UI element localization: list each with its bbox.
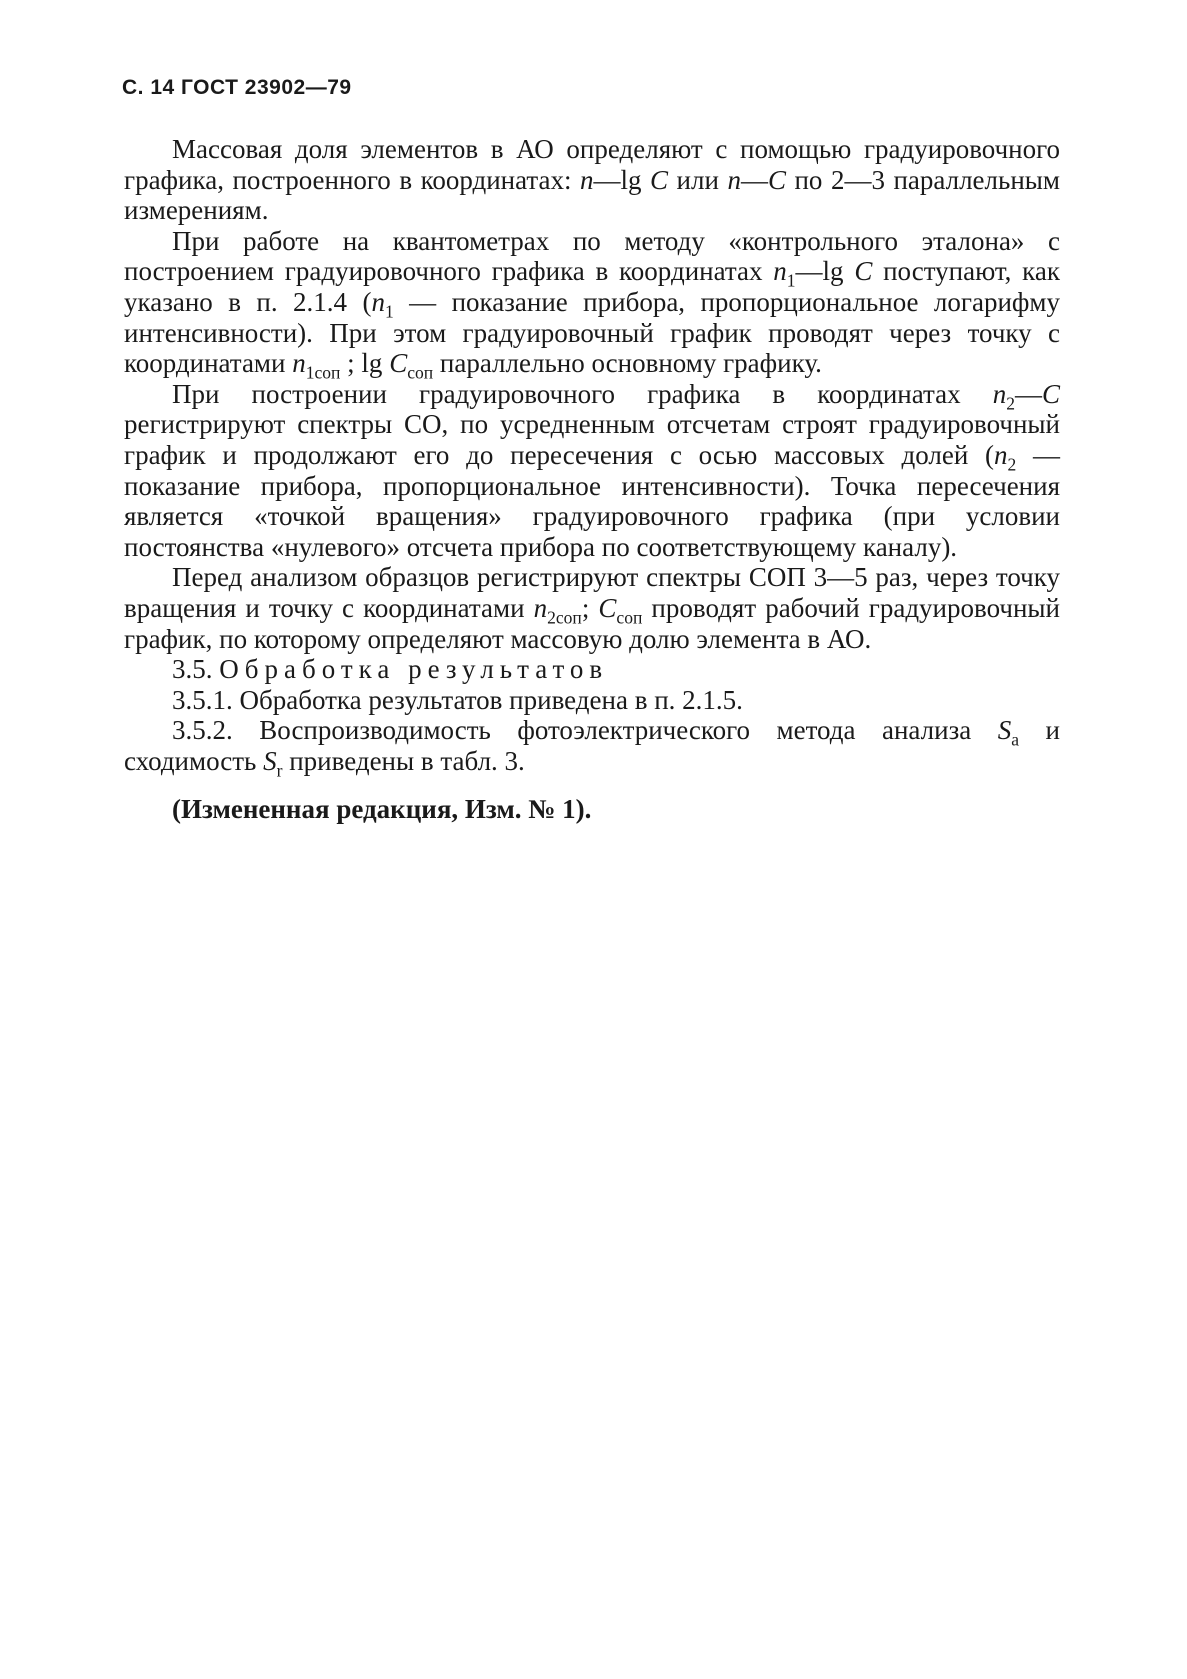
text-run: n (773, 256, 787, 287)
text-run: —lg (795, 256, 855, 287)
text-run: S (997, 715, 1012, 746)
text-run: a (1011, 729, 1020, 750)
text-run: ; (581, 592, 599, 623)
text-run: n (580, 164, 594, 195)
text-run: 2 (1007, 454, 1017, 475)
text-run: 3.5. (172, 654, 220, 685)
text-run: n (994, 439, 1008, 470)
page-header: С. 14 ГОСТ 23902—79 (122, 76, 352, 99)
text-run: по 2—3 параллельным измерениям. (124, 164, 1060, 226)
text-run: 1 (786, 270, 796, 291)
paragraph-quantometer (124, 225, 1060, 383)
document-body (124, 134, 1060, 825)
text-run: — (1014, 378, 1042, 409)
text-run: n (992, 378, 1007, 409)
text-run: 3.5.2. Воспроизводимость фотоэлектрического метода анализа (172, 715, 998, 746)
text-run: — (740, 164, 768, 195)
text-run: n (292, 348, 306, 379)
paragraph-construction (124, 379, 1060, 563)
paragraph-3-5-2 (124, 715, 1060, 781)
text-run: —lg (593, 164, 651, 195)
text-run: — показание прибора, пропорциональное логарифму интенсивности). При этом градуировочный график проводят через точку с координатами (124, 286, 1060, 379)
text-run: соп (616, 607, 643, 628)
paragraph-3-5-1 (124, 685, 1060, 716)
text-run: приведены в табл. 3. (282, 745, 525, 776)
text-run: поступают, как указано в п. 2.1.4 ( (124, 256, 1060, 317)
text-run: C (1041, 378, 1060, 409)
paragraph-graduation (124, 134, 1060, 226)
text-run: соп (407, 362, 434, 383)
text-run: Массовая доля элементов в АО определяют с помощью градуировочного графика, построенного в координатах: (124, 134, 1060, 195)
text-run: C (650, 164, 669, 195)
text-run: 2 (1006, 393, 1015, 414)
text-run: или (668, 164, 728, 195)
text-run: ; lg (340, 348, 390, 379)
text-run: 1соп (305, 362, 341, 383)
text-run: n (371, 286, 385, 317)
text-run: n (727, 164, 741, 195)
text-run: Перед анализом образцов регистрируют спектры СОП 3—5 раз, через точку вращения и точку с координатами (124, 562, 1060, 623)
amendment-note: (Измененная редакция, Изм. № 1). (172, 794, 592, 825)
text-run: При построении градуировочного графика в координатах (172, 378, 993, 409)
text-run: 2соп (547, 607, 582, 628)
text-run: C (854, 256, 873, 287)
text-run: параллельно основному графику. (433, 348, 822, 379)
text-run: При работе на квантометрах по методу «контрольного эталона» с построением градуировочного графика в координатах (124, 225, 1060, 287)
text-run: проводят рабочий градуировочный график, по которому определяют массовую долю элемента в АО. (124, 592, 1060, 654)
section-heading-processing (124, 654, 1060, 685)
text-run: C (389, 348, 408, 379)
paragraph-before-analysis (124, 562, 1060, 654)
text-run: — показание прибора, пропорциональное интенсивности). Точка пересечения является «точкой вращения» градуировочного графика (при условии постоянства «нулевого» отсчета прибора по соответствующему каналу). (124, 439, 1060, 562)
text-run: S (263, 745, 277, 776)
text-run: r (276, 760, 283, 781)
text-run: C (767, 164, 786, 195)
text-run: Обработка результатов (219, 654, 609, 685)
text-run: C (598, 592, 617, 623)
text-run: n (533, 592, 548, 623)
text-run: 3.5.1. Обработка результатов приведена в п. 2.1.5. (172, 684, 743, 715)
text-run: 1 (384, 301, 394, 322)
text-run: регистрируют спектры СО, по усредненным отсчетам строят градуировочный график и продолжают его до пересечения с осью массовых долей ( (124, 409, 1060, 470)
text-run: и сходимость (124, 715, 1060, 776)
